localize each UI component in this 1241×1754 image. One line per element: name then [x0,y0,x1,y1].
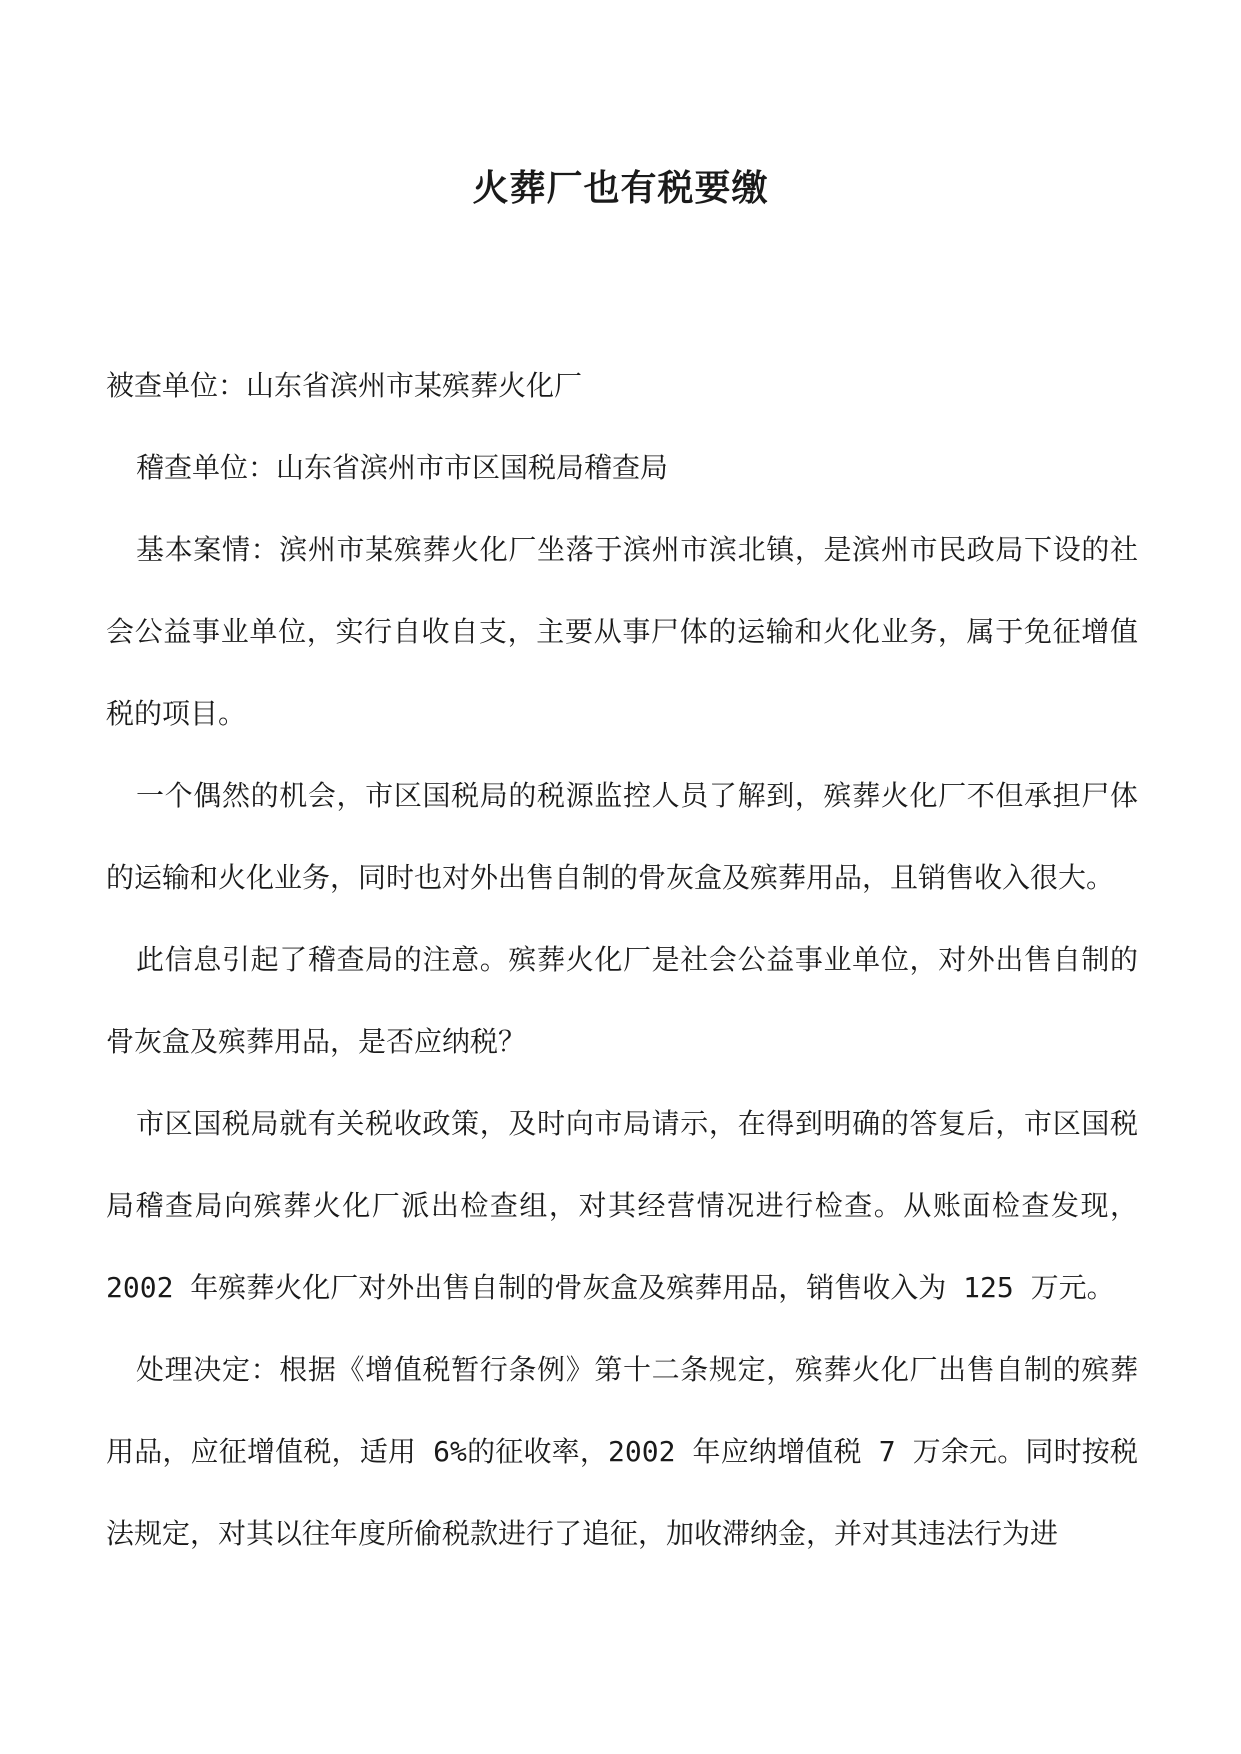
paragraph-question: 此信息引起了稽查局的注意。殡葬火化厂是社会公益事业单位，对外出售自制的骨灰盒及殡葬用品，是否应纳税？ [106,943,1138,1058]
paragraph-case-summary: 基本案情：滨州市某殡葬火化厂坐落于滨州市滨北镇，是滨州市民政局下设的社会公益事业单位，实行自收自支，主要从事尸体的运输和火化业务，属于免征增值税的项目。 [106,533,1138,730]
document-title: 火葬厂也有税要缴 [472,168,769,209]
paragraph-inspected-unit: 被查单位：山东省滨州市某殡葬火化厂 [106,369,583,402]
paragraph-inspecting-unit: 稽查单位：山东省滨州市市区国税局稽查局 [136,451,669,484]
paragraph-discovery: 一个偶然的机会，市区国税局的税源监控人员了解到，殡葬火化厂不但承担尸体的运输和火化业务，同时也对外出售自制的骨灰盒及殡葬用品，且销售收入很大。 [106,779,1138,894]
paragraph-decision: 处理决定：根据《增值税暂行条例》第十二条规定，殡葬火化厂出售自制的殡葬用品，应征增值税，适用 6%的征收率，2002 年应纳增值税 7 万余元。同时按税法规定，对其以往年度所偷税款进行了追征，加收滞纳金，并对其违法行为进 [106,1353,1138,1550]
paragraph-inspection: 市区国税局就有关税收政策，及时向市局请示，在得到明确的答复后，市区国税局稽查局向殡葬火化厂派出检查组，对其经营情况进行检查。从账面检查发现，2002 年殡葬火化厂对外出售自制的骨灰盒及殡葬用品，销售收入为 125 万元。 [106,1107,1138,1304]
document-body [106,345,1138,1575]
